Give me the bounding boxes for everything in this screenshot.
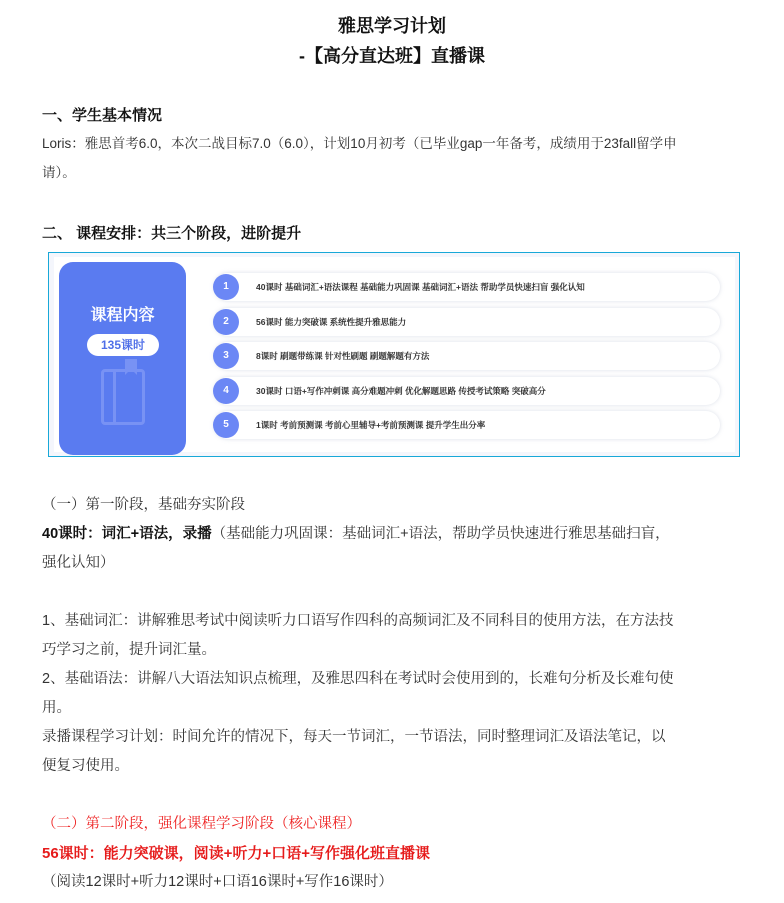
stage-1-plan-line-1: 录播课程学习计划：时间允许的情况下，每天一节词汇，一节语法，同时整理词汇及语法笔记，以 — [42, 729, 666, 745]
spacer — [42, 578, 742, 607]
course-module-row — [214, 377, 720, 405]
course-module-text: 40课时 基础词汇+语法课程 基础能力巩固课 基础词汇+语法 帮助学员快速扫盲 强化认知 — [256, 282, 585, 292]
step-number-badge: 2 — [213, 309, 239, 335]
course-module-text: 1课时 考前预测课 考前心里辅导+考前预测课 提升学生出分率 — [256, 420, 486, 430]
section-heading-student-info: 一、学生基本情况 — [42, 107, 163, 124]
step-number-badge: 4 — [213, 378, 239, 404]
book-icon — [101, 369, 145, 425]
course-module-row — [214, 342, 720, 370]
course-module-row — [214, 411, 720, 439]
total-hours-pill: 135课时 — [87, 334, 159, 356]
stage-1-summary-line-2: 强化认知） — [42, 555, 115, 571]
document-title: 雅思学习计划 — [338, 16, 446, 36]
stage-1-item-2-line-2: 用。 — [42, 700, 71, 716]
student-info-line-1: Loris：雅思首考6.0，本次二战目标7.0（6.0），计划10月初考（已毕业gap一年备考，成绩用于23fall留学申 — [42, 136, 677, 151]
stage-1-summary-line-1 — [42, 520, 742, 549]
course-content-banner — [48, 252, 740, 457]
stage-1-item-2-line-1: 2、基础语法：讲解八大语法知识点梳理，及雅思四科在考试时会使用到的，长难句分析及长难句使 — [42, 671, 674, 687]
step-number-badge: 3 — [213, 343, 239, 369]
section-heading-course-arrangement: 二、 课程安排：共三个阶段，进阶提升 — [42, 225, 302, 242]
banner-background — [54, 257, 735, 452]
stage-1-heading: （一）第一阶段，基础夯实阶段 — [42, 497, 245, 513]
stage-1-lead-rest: （基础能力巩固课：基础词汇+语法，帮助学员快速进行雅思基础扫盲， — [211, 526, 670, 542]
student-info-text — [42, 129, 742, 187]
step-number-badge: 1 — [213, 274, 239, 300]
course-module-row — [214, 273, 720, 301]
bookmark-ribbon — [125, 369, 137, 375]
course-module-text: 8课时 刷题带练课 针对性刷题 刷题解题有方法 — [256, 351, 430, 361]
stage-2-bold-lead: 56课时：能力突破课，阅读+听力+口语+写作强化班直播课 — [42, 845, 430, 862]
stage-1-plan-line-2: 便复习使用。 — [42, 758, 129, 774]
document-subtitle: -【高分直达班】直播课 — [299, 46, 485, 66]
book-spine — [113, 369, 116, 425]
student-info-line-2: 请）。 — [42, 165, 76, 180]
stage-2-heading: （二）第二阶段，强化课程学习阶段（核心课程） — [42, 816, 361, 832]
course-module-text: 30课时 口语+写作冲刺课 高分难题冲刺 优化解题思路 传授考试策略 突破高分 — [256, 385, 546, 396]
stage-1-bold-lead: 40课时：词汇+语法，录播 — [42, 526, 212, 542]
card-title: 课程内容 — [90, 307, 155, 324]
stage-1-item-1-line-2: 巧学习之前，提升词汇量。 — [42, 642, 216, 658]
stage-2-breakdown: （阅读12课时+听力12课时+口语16课时+写作16课时） — [42, 874, 393, 890]
course-module-text: 56课时 能力突破课 系统性提升雅思能力 — [256, 316, 407, 327]
stage-1-item-1-line-1: 1、基础词汇：讲解雅思考试中阅读听力口语写作四科的高频词汇及不同科目的使用方法，在方法技 — [42, 613, 674, 629]
step-number-badge: 5 — [213, 412, 239, 438]
course-module-list — [214, 273, 720, 446]
course-content-card — [59, 262, 186, 455]
spacer — [42, 781, 742, 810]
course-module-row — [214, 308, 720, 336]
stage-1-block — [42, 491, 742, 897]
